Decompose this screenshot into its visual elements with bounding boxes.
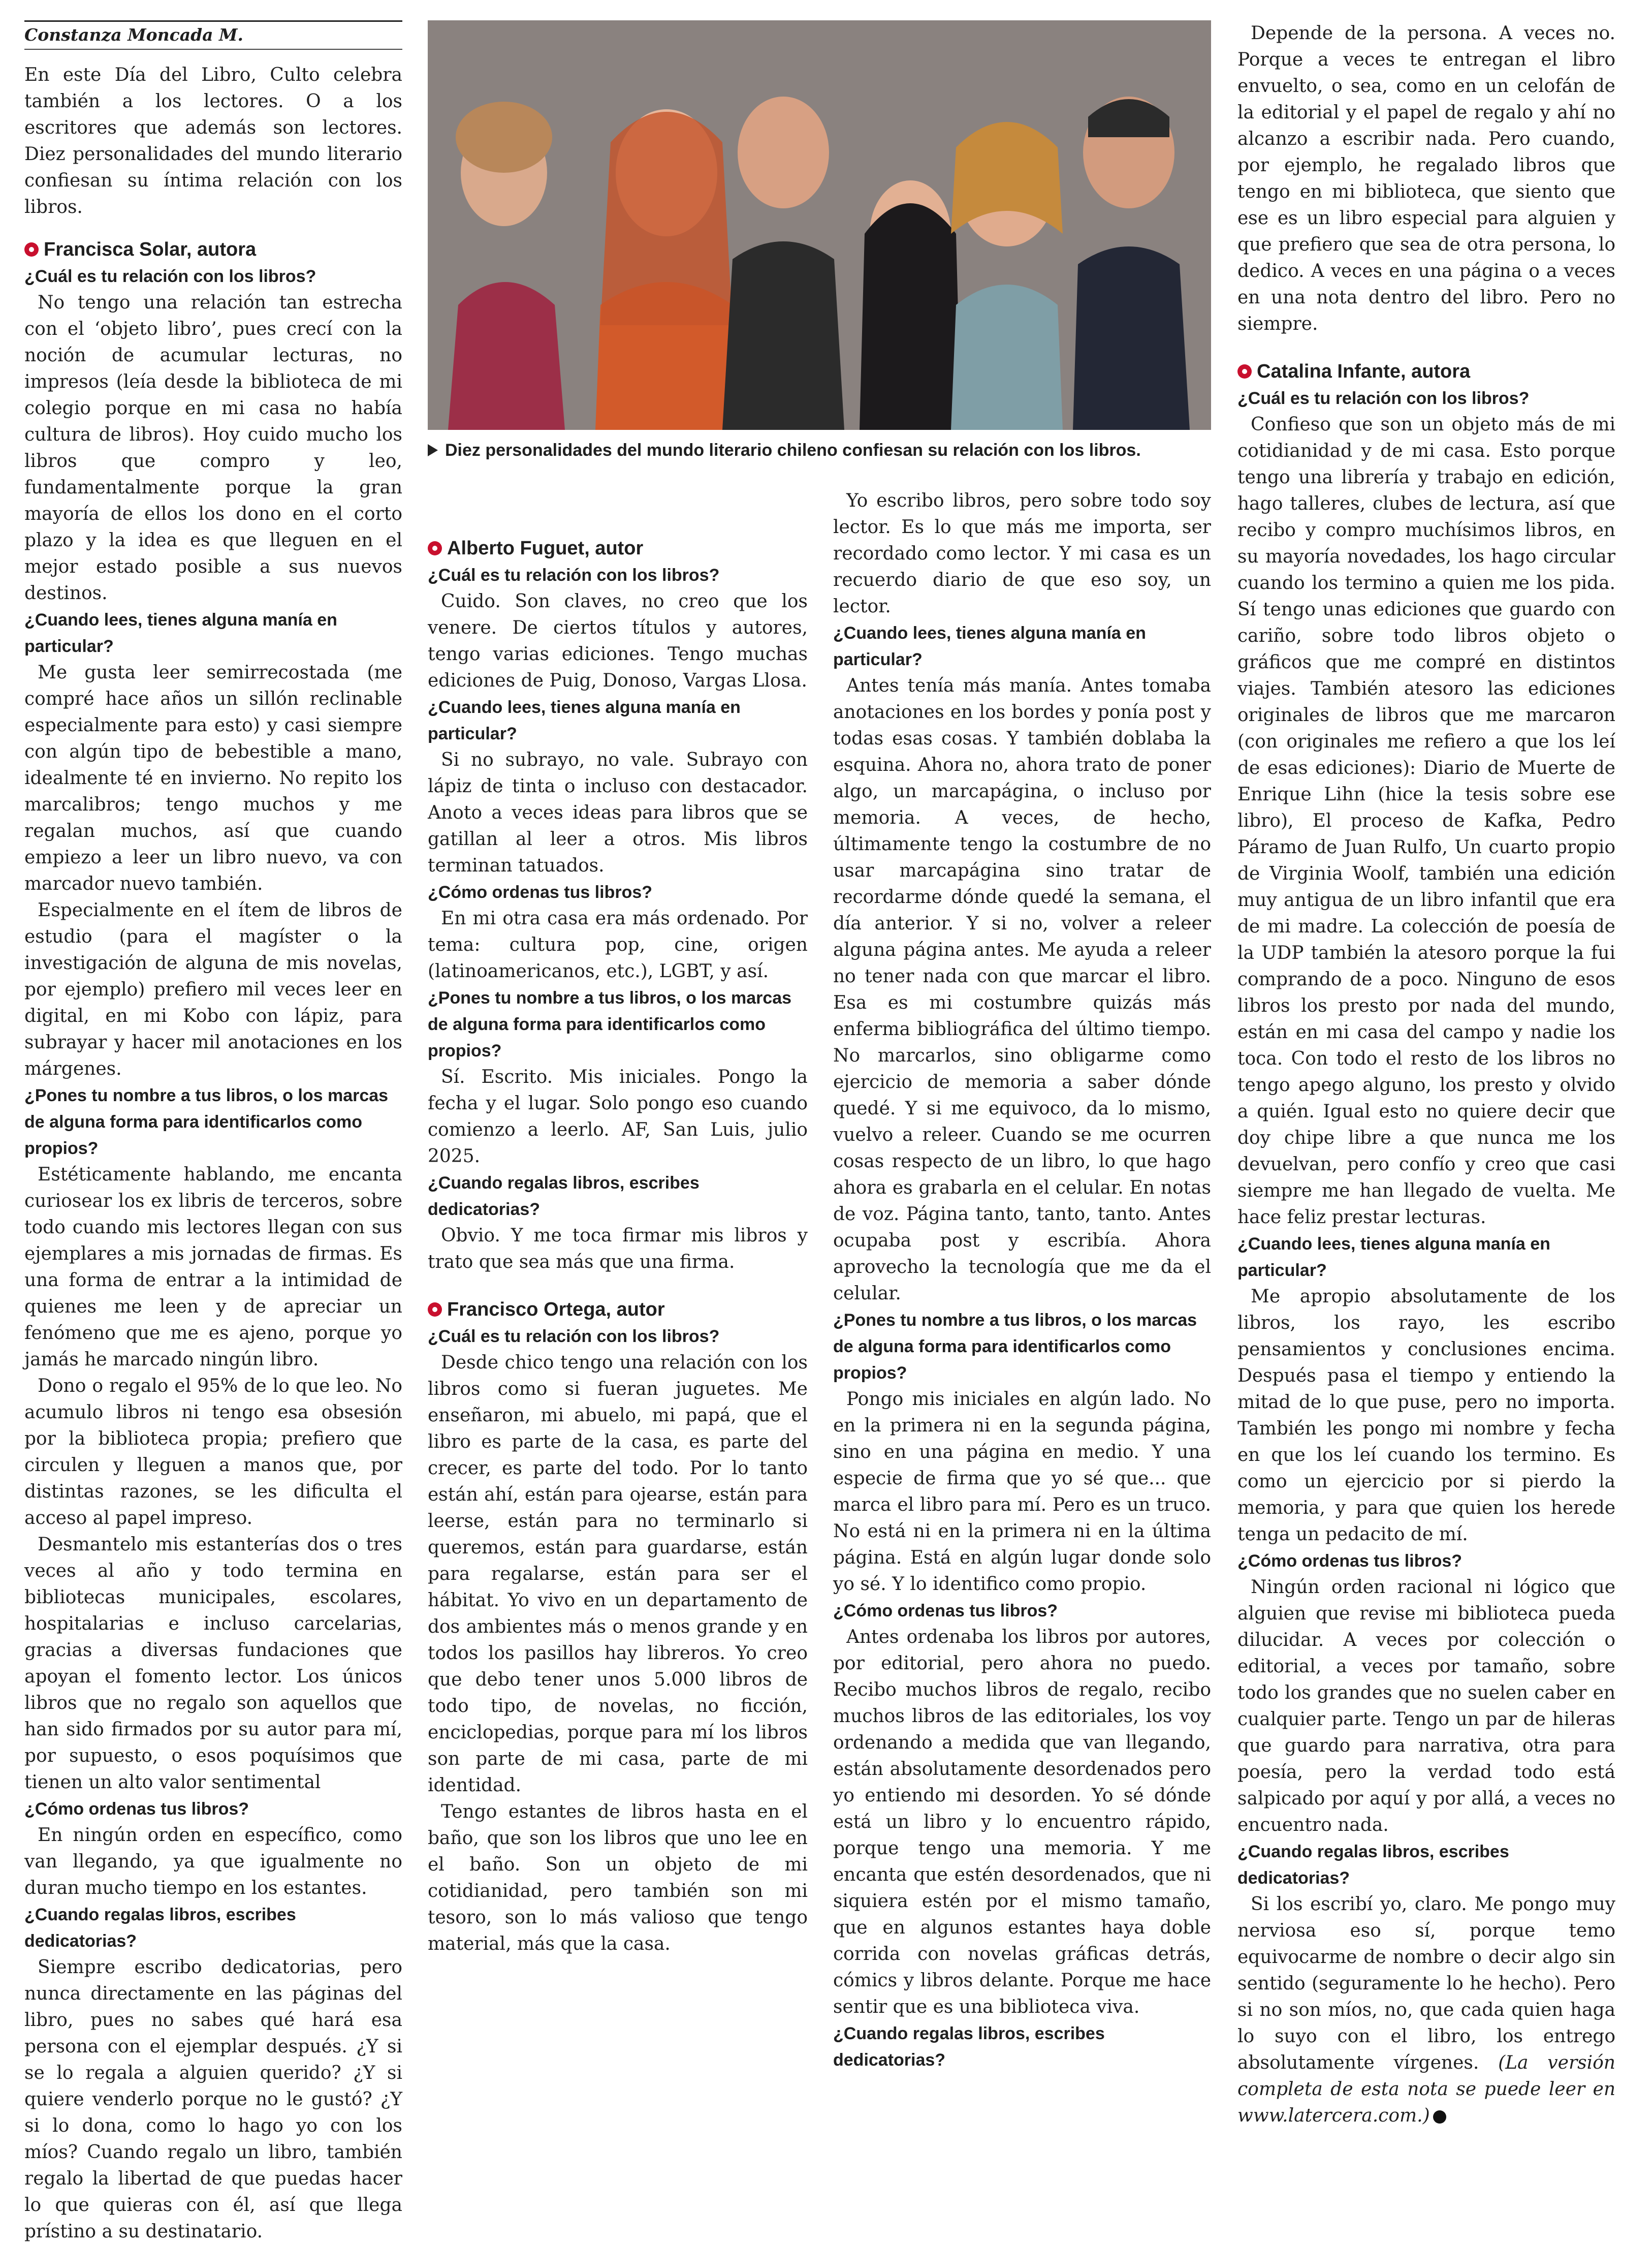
answer: Ningún orden racional ni lógico que alguien que revise mi biblioteca pueda dilucidar. A veces por colección o editorial, a veces por tamaño, sobre todo los grandes que no suelen caber en cualquier parte. Tengo un par de hileras que guardo para narrativa, otra para poesía, pero la verdad todo está salpicado por aquí y por allá, a veces no encuentro nada. <box>1237 1577 1615 1835</box>
question: ¿Cómo ordenas tus libros? <box>428 883 653 902</box>
answer: Si no subrayo, no vale. Subrayo con lápiz de tinta o incluso con destacador. Anoto a veces ideas para libros que se gatillan al leer a otros. Mis libros terminan tatuados. <box>428 750 808 876</box>
section-heading-ortega <box>428 1296 808 1323</box>
author-name: Catalina Infante, autora <box>1257 361 1471 382</box>
question: ¿Cuando regalas libros, escribes dedicatorias? <box>1237 1842 1509 1888</box>
question: ¿Cómo ordenas tus libros? <box>1237 1551 1463 1571</box>
answer: Me apropio absolutamente de los libros, los rayo, les escribo pensamientos y conclusiones encima. Después pasa el tiempo y entiendo la mitad de lo que puse, pero no importa. También les pongo mi nombre y fecha en que los leí cuando los termino. Es como un ejercicio por si pierdo la memoria, y para que quien los herede tenga un pedacito de mí. <box>1237 1286 1615 1545</box>
answer: Antes tenía más manía. Antes tomaba anotaciones en los bordes y ponía post y todas esas cosas. Y también doblaba la esquina. Ahora no, ahora trato de poner algo, un marcapágina, o incluso por memoria. A veces, de hecho, últimamente tengo la costumbre de no usar marcapágina sino tratar de recordarme dónde quedé la semana, el día anterior. Y si no, volver a releer alguna página antes. Me ayuda a releer no tener nada con que marcar el libro. Esa es mi costumbre quizás más enferma bibliográfica del último tiempo. No marcarlos, sino obligarme como ejercicio de memoria a saber dónde quedé. Y si me equivoco, da lo mismo, vuelvo a releer. Cuando se me ocurren cosas respecto de un libro, lo que hago ahora es grabarla en el celular. En notas de voz. Página tanto, tanto, tanto. Antes ocupaba post y escribía. Ahora aprovecho la tecnología que me da el celular. <box>833 675 1211 1304</box>
answer: Especialmente en el ítem de libros de estudio (para el magíster o la investigación de alguna de mis novelas, por ejemplo) prefiero mil veces leer en digital, en mi Kobo con lápiz, para subrayar y hacer mil anotaciones en los márgenes. <box>24 900 402 1079</box>
portrait-photo <box>428 20 1211 430</box>
section-heading-infante <box>1237 358 1615 385</box>
answer: En ningún orden en específico, como van llegando, ya que igualmente no duran mucho tiempo en los estantes. <box>24 1825 402 1898</box>
byline: Constanza Moncada M. <box>24 20 402 50</box>
photo-caption <box>428 437 1211 463</box>
answer: Desmantelo mis estanterías dos o tres veces al año y todo termina en bibliotecas municipales, escolares, hospitalarias e incluso carcelarias, gracias a diversas fundaciones que apoyan el fomento lector. Los únicos libros que no regalo son aquellos que han sido firmados por su autor para mí, por supuesto, o esos poquísimos que tienen un alto valor sentimental <box>24 1534 402 1793</box>
answer: Yo escribo libros, pero sobre todo soy lector. Es lo que más me importa, ser recordado como lector. Y mi casa es un recuerdo diario de que eso soy, un lector. <box>833 490 1211 617</box>
intro: En este Día del Libro, Culto celebra también a los lectores. O a los escritores que además son lectores. Diez personalidades del mundo literario confiesan su íntima relación con los libros. <box>24 65 402 217</box>
answer: Siempre escribo dedicatorias, pero nunca directamente en las páginas del libro, pues no sabes qué hará esa persona con el ejemplar después. ¿Y si se lo regala a alguien querido? ¿Y si quiere venderlo porque no le gustó? ¿Y si lo dona, como lo hago yo con los míos? Cuando regalo un libro, también regalo la libertad de que puedas hacer lo que quieras con él, así que llega prístino a su destinatario. <box>24 1957 402 2242</box>
question: ¿Cómo ordenas tus libros? <box>24 1799 249 1819</box>
question: ¿Pones tu nombre a tus libros, o los marcas de alguna forma para identificarlos como propios? <box>24 1086 389 1158</box>
question: ¿Cómo ordenas tus libros? <box>833 1601 1058 1620</box>
answer: Depende de la persona. A veces no. Porque a veces te entregan el libro envuelto, o sea, como en un celofán de la editorial y el papel de regalo y ahí no alcanzo a escribir nada. Pero cuando, por ejemplo, he regalado libros que tengo en mi biblioteca, que siento que ese es un libro especial para alguien y que prefiero que sea de otra persona, lo dedico. A veces en una página o a veces en una nota dentro del libro. Pero no siempre. <box>1237 23 1615 334</box>
answer: No tengo una relación tan estrecha con el ‘objeto libro’, pues crecí con la noción de acumular lecturas, no impresos (leía desde la biblioteca de mi colegio porque en mi casa no había cultura de libros). Hoy cuido mucho los libros que compro y leo, fundamentalmente porque la gran mayoría de ellos los dono en el corto plazo y la idea es que lleguen en el mejor estado posible a sus nuevos destinos. <box>24 292 402 604</box>
question: ¿Cuál es tu relación con los libros? <box>428 1327 720 1346</box>
portrait-illustration <box>428 20 1211 430</box>
answer: En mi otra casa era más ordenado. Por tema: cultura pop, cine, origen (latinoamericanos, etc.), LGBT, y así. <box>428 908 808 982</box>
answer: Tengo estantes de libros hasta en el baño, que son los libros que uno lee en el baño. Son un objeto de mi cotidianidad, pero también son mi tesoro, son lo más valioso que tengo material, más que la casa. <box>428 1801 808 1954</box>
answer: Pongo mis iniciales en algún lado. No en la primera ni en la segunda página, sino en una página en medio. Y una especie de firma que yo sé que... que marca el libro para mí. Pero es un truco. No está ni en la primera ni en la última página. Está en algún lugar donde solo yo sé. Y lo identifico como propio. <box>833 1389 1211 1595</box>
question: ¿Cuando regalas libros, escribes dedicatorias? <box>428 1173 700 1219</box>
answer: Antes ordenaba los libros por autores, por editorial, pero ahora no puedo. Recibo muchos libros de regalo, recibo muchos libros de las editoriales, los voy ordenando a medida que van llegando, están absolutamente desordenados pero yo entiendo mi desorden. Yo sé dónde está un libro y lo encuentro rápido, porque tengo una memoria. Y me encanta que estén desordenados, que ni siquiera estén por el mismo tamaño, que en algunos estantes haya doble corrida con novelas gráficas detrás, cómics y libros delante. Porque me hace sentir que es una biblioteca viva. <box>833 1627 1211 2017</box>
answer: Desde chico tengo una relación con los libros como si fueran juguetes. Me enseñaron, mi abuelo, mi papá, que el libro es parte de la casa, es parte del crecer, es parte del todo. Por lo tanto están ahí, están para ojearse, están para leerse, están para no terminarlo si queremos, están para guardarse, están para regalarse, están para ser el hábitat. Yo vivo en un departamento de dos ambientes más o menos grande y en todos los pasillos hay libreros. Yo creo que debo tener unos 5.000 libros de todo tipo, de novelas, no ficción, enciclopedias, porque para mí los libros son parte de mi casa, parte de mi identidad. <box>428 1352 808 1796</box>
bullet-icon <box>1237 364 1252 379</box>
question: ¿Cuál es tu relación con los libros? <box>1237 389 1530 408</box>
question: ¿Cuando lees, tienes alguna manía en particular? <box>1237 1234 1550 1280</box>
answer: Cuido. Son claves, no creo que los venere. De ciertos títulos y autores, tengo varias ediciones. Tengo muchas ediciones de Puig, Donoso, Vargas Llosa. <box>428 591 808 691</box>
question: ¿Cuál es tu relación con los libros? <box>24 267 316 286</box>
column-1 <box>24 20 402 2245</box>
bullet-icon <box>428 541 442 555</box>
question: ¿Cuando regalas libros, escribes dedicatorias? <box>833 2024 1105 2070</box>
caption-text: Diez personalidades del mundo literario chileno confiesan su relación con los libros. <box>445 441 1141 460</box>
answer: Confieso que son un objeto más de mi cotidianidad y de mi casa. Esto porque tengo una librería y trabajo en edición, hago talleres, clubes de lectura, así que recibo y compro muchísimos libros, en su mayoría novedades, los hago circular cuando los termino a quien me los pida. Sí tengo unas ediciones que guardo con cariño, sobre todo libros objeto o gráficos que me compré en distintos viajes. También atesoro las ediciones originales de libros que me marcaron (con originales me refiero a que los leí de esas ediciones): Diario de Muerte de Enrique Lihn (hice la tesis sobre ese libro), El proceso de Kafka, Pedro Páramo de Juan Rulfo, Un cuarto propio de Virginia Woolf, también una edición muy antigua de un libro infantil que era de mi madre. La colección de poesía de la UDP también la atesoro porque la fui comprando de a poco. Ninguno de esos libros los presto por nada del mundo, están en mi casa del campo y nadie los toca. Con todo el resto de los libros no tengo apego alguno, los presto y olvido a quién. Igual esto no quiere decir que doy chipe libre a que nunca me los devuelvan, pero confío y creo que casi siempre me han llegado de vuelta. Me hace feliz prestar lecturas. <box>1237 414 1615 1228</box>
answer: Dono o regalo el 95% de lo que leo. No acumulo libros ni tengo esa obsesión por la biblioteca propia; prefiero que circulen y lleguen a manos que, por distintas razones, se les dificulta el acceso al papel impreso. <box>24 1376 402 1529</box>
column-4 <box>1237 20 1615 2129</box>
question: ¿Pones tu nombre a tus libros, o los marcas de alguna forma para identificarlos como propios? <box>833 1311 1197 1383</box>
answer: Estéticamente hablando, me encanta curiosear los ex libris de terceros, sobre todo cuando mis lectores llegan con sus ejemplares a mis jornadas de firmas. Es una forma de entrar a la intimidad de quienes me leen y de apreciar un fenómeno que me es ajeno, porque yo jamás he marcado ningún libro. <box>24 1164 402 1370</box>
bullet-icon <box>428 1302 442 1317</box>
end-mark-icon <box>1433 2110 1446 2124</box>
question: ¿Cuál es tu relación con los libros? <box>428 566 720 585</box>
author-name: Alberto Fuguet, autor <box>447 538 644 559</box>
question: ¿Cuando regalas libros, escribes dedicatorias? <box>24 1905 296 1951</box>
bullet-icon <box>24 242 39 257</box>
question: ¿Pones tu nombre a tus libros, o los marcas de alguna forma para identificarlos como propios? <box>428 988 792 1061</box>
closing-note: (La versión completa de esta nota se puede leer en www.latercera.com.) <box>1237 2052 1615 2126</box>
answer <box>1237 1891 1615 2129</box>
author-name: Francisca Solar, autora <box>44 239 257 260</box>
answer: Me gusta leer semirrecostada (me compré hace años un sillón reclinable especialmente para esto) y casi siempre con algún tipo de bebestible a mano, idealmente té en invierno. No repito los marcalibros; tengo muchos y me regalan muchos, así que cuando empiezo a leer un libro nuevo, va con marcador nuevo también. <box>24 662 402 894</box>
column-3 <box>833 488 1211 2073</box>
section-heading-solar <box>24 236 402 263</box>
continuation <box>428 488 808 514</box>
column-2 <box>428 488 808 1957</box>
answer: Sí. Escrito. Mis iniciales. Pongo la fecha y el lugar. Solo pongo eso cuando comienzo a leerlo. AF, San Luis, julio 2025. <box>428 1067 808 1167</box>
question: ¿Cuando lees, tienes alguna manía en particular? <box>24 610 337 656</box>
answer: Obvio. Y me toca firmar mis libros y trato que sea más que una firma. <box>428 1225 808 1272</box>
author-name: Francisco Ortega, autor <box>447 1299 665 1320</box>
question: ¿Cuando lees, tienes alguna manía en particular? <box>833 623 1146 669</box>
question: ¿Cuando lees, tienes alguna manía en particular? <box>428 698 741 743</box>
caption-arrow-icon <box>428 444 438 456</box>
answer-text: Si los escribí yo, claro. Me pongo muy nerviosa eso sí, porque temo equivocarme de nombre o decir algo sin sentido (seguramente lo he hecho). Pero si no son míos, no, que cada quien haga lo suyo con el libro, los entrego absolutamente vírgenes. <box>1237 1894 1615 2073</box>
section-heading-fuguet <box>428 535 808 562</box>
